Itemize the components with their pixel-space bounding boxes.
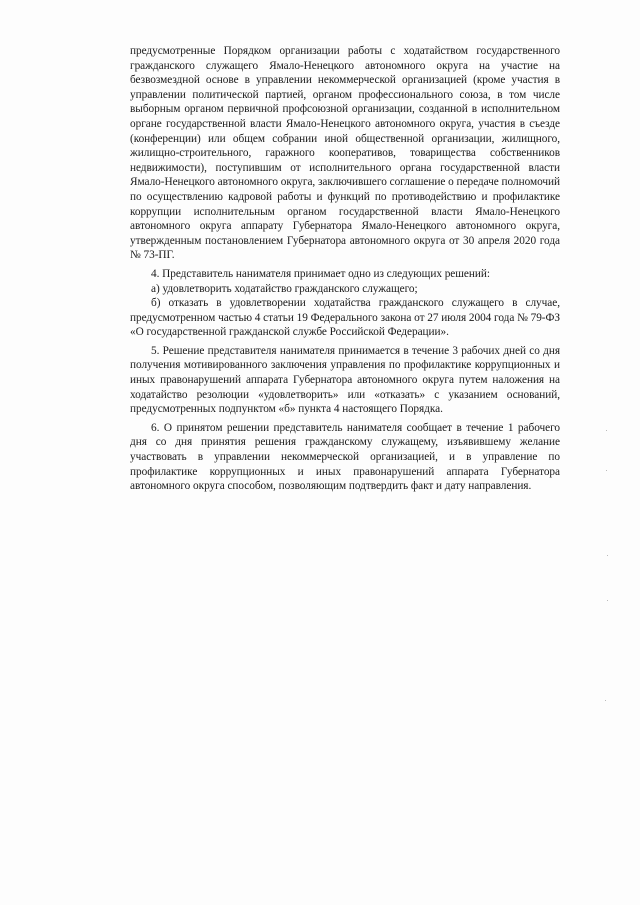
paragraph-6: 6. О принятом решении представитель нанимателя сообщает в течение 1 рабочего дня со дня принятия решения гражданскому служащему, изъявившему желание участвовать в управлении некоммерческой организацией, и в управление по профилактике коррупционных и иных правонарушений аппарата Губернатора автономного округа способом, позволяющим подтвердить факт и дату направления. [130, 421, 560, 493]
scan-speck [605, 700, 606, 701]
scan-speck [607, 555, 608, 556]
paragraph-continuation: предусмотренные Порядком организации работы с ходатайством государственного гражданского служащего Ямало-Ненецкого автономного округа на участие на безвозмездной основе в управлении некоммерческой организацией (кроме участия в управлении политической партией, органом профессионального союза, в том числе выборным органом первичной профсоюзной организации, созданной в исполнительном органе государственной власти Ямало-Ненецкого автономного округа, участия в съезде (конференции) или общем собрании иной общественной организации, жилищного, жилищно-строительного, гаражного кооперативов, товарищества собственников недвижимости), поступившим от исполнительного органа государственной власти Ямало-Ненецкого автономного округа, заключившего соглашение о передаче полномочий по осуществлению кадровой работы и функций по противодействию и профилактике коррупции исполнительным органом государственной власти Ямало-Ненецкого автономного округа аппарату Губернатора Ямало-Ненецкого автономного округа, утвержденным постановлением Губернатора автономного округа от 30 апреля 2020 года № 73-ПГ. [130, 45, 560, 262]
scan-speck [606, 470, 607, 471]
paragraph-4b: б) отказать в удовлетворении ходатайства гражданского служащего в случае, предусмотренном частью 4 статьи 19 Федерального закона от 27 июля 2004 года № 79-ФЗ «О государственной гражданской службе Российской Федерации». [130, 297, 560, 339]
document-body [130, 44, 560, 494]
scan-speck [606, 430, 607, 431]
paragraph-5: 5. Решение представителя нанимателя принимается в течение 3 рабочих дней со дня получения мотивированного заключения управления по профилактике коррупционных и иных правонарушений аппарата Губернатора автономного округа путем наложения на ходатайство резолюции «удовлетворить» или «отказать» с указанием оснований, предусмотренных подпунктом «б» пункта 4 настоящего Порядка. [130, 344, 560, 416]
paragraph-4a: а) удовлетворить ходатайство гражданского служащего; [151, 282, 418, 295]
paragraph-4: 4. Представитель нанимателя принимает одно из следующих решений: [151, 267, 490, 280]
scan-speck [607, 600, 608, 601]
